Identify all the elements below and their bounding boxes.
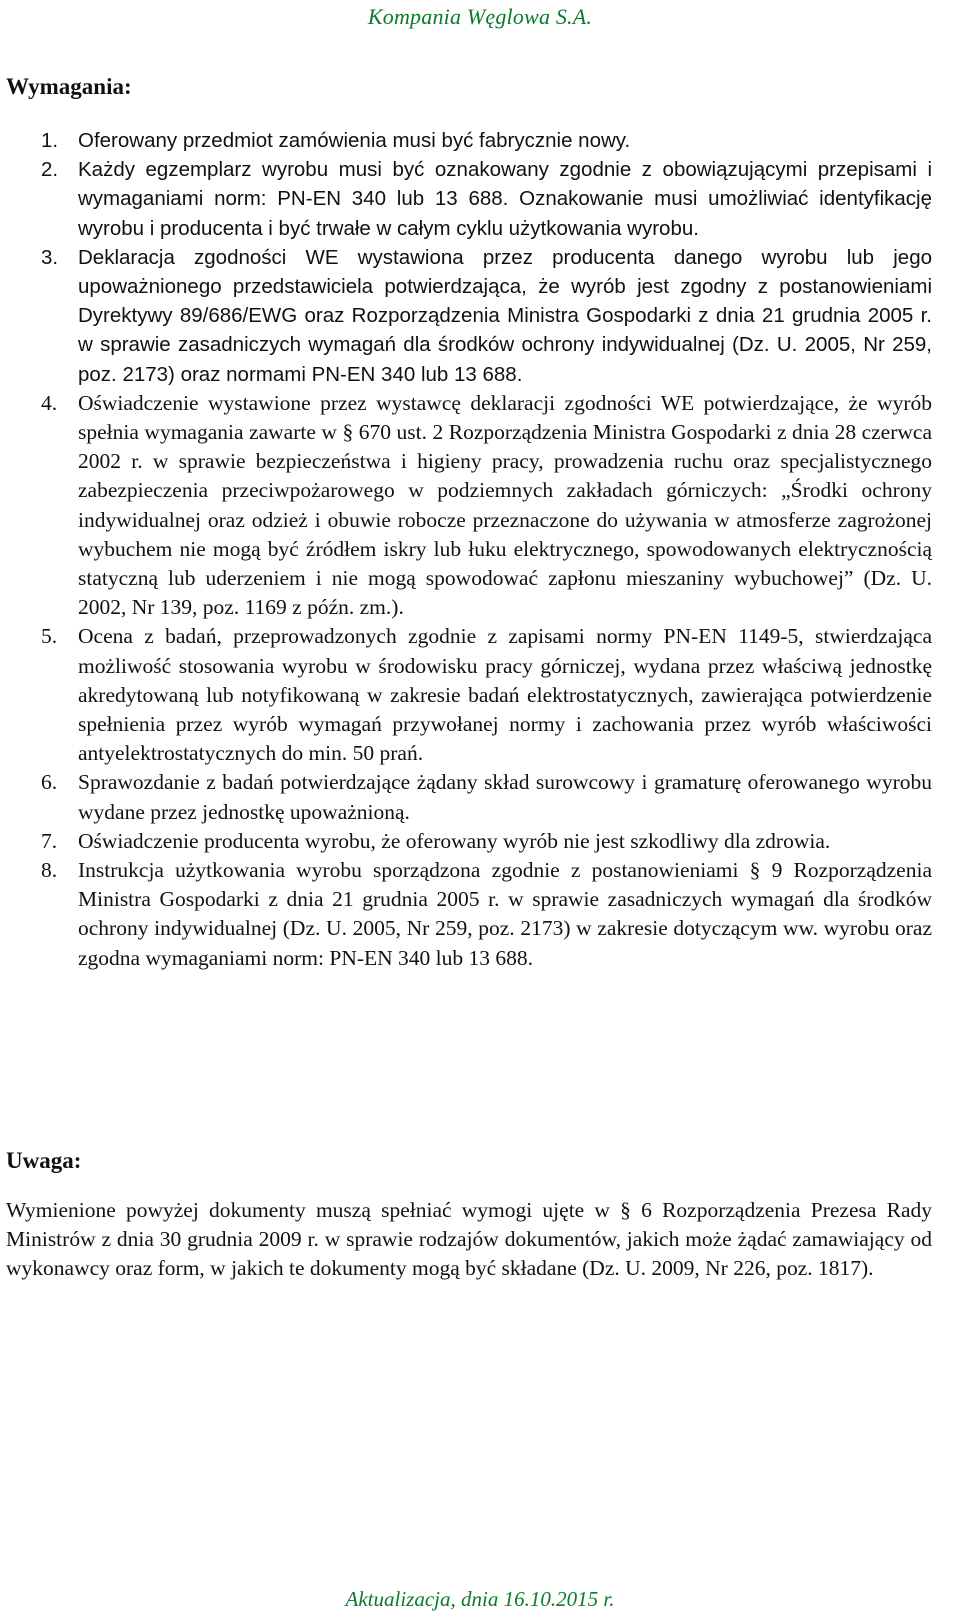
requirement-number: 3. <box>41 245 59 269</box>
requirement-item <box>6 622 932 768</box>
requirement-text: Oświadczenie producenta wyrobu, że oferowany wyrób nie jest szkodliwy dla zdrowia. <box>78 828 831 853</box>
requirement-text: Deklaracja zgodności WE wystawiona przez producenta danego wyrobu lub jego upoważnionego przedstawiciela potwierdzająca, że wyrób jest zgodny z postanowieniami Dyrektywy 89/686/EWG oraz Rozporządzenia Ministra Gospodarki z dnia 21 grudnia 2005 r. w sprawie zasadniczych wymagań dla środków ochrony indywidualnej (Dz. U. 2005, Nr 259, poz. 2173) oraz normami PN-EN 340 lub 13 688. <box>78 245 932 386</box>
requirement-text: Ocena z badań, przeprowadzonych zgodnie z zapisami normy PN-EN 1149-5, stwierdzająca możliwość stosowania wyrobu w środowisku pracy górniczej, wydana przez właściwą jednostkę akredytowaną lub notyfikowaną w zakresie badań elektrostatycznych, zawierająca potwierdzenie spełnienia przez wyrób wymagań przywołanej normy i zachowania przez wyrób właściwości antyelektrostatycznych do min. 50 prań. <box>78 624 932 766</box>
requirement-item <box>6 155 932 243</box>
requirement-number: 2. <box>41 158 59 182</box>
requirement-item <box>6 389 932 623</box>
requirement-item <box>6 243 932 389</box>
requirement-number: 8. <box>41 858 58 883</box>
update-date-footer: Aktualizacja, dnia 16.10.2015 r. <box>345 1587 615 1611</box>
requirement-number: 4. <box>41 390 58 415</box>
requirement-text: Oświadczenie wystawione przez wystawcę deklaracji zgodności WE potwierdzające, że wyrób spełnia wymagania zawarte w § 670 ust. 2 Rozporządzenia Ministra Gospodarki z dnia 28 czerwca 2002 r. w sprawie bezpieczeństwa i higieny pracy, prowadzenia ruchu oraz specjalistycznego zabezpieczenia przeciwpożarowego w podziemnych zakładach górniczych: „Środki ochrony indywidualnej oraz odzież i obuwie robocze przeznaczone do używania w atmosferze zagrożonej wybuchem nie mogą być źródłem iskry lub łuku elektrycznego, spowodowanych elektrycznością statyczną lub uderzeniem i nie mogą spowodować zapłonu mieszaniny wybuchowej” (Dz. U. 2002, Nr 139, poz. 1169 z późn. zm.). <box>78 390 932 620</box>
company-header: Kompania Węglowa S.A. <box>367 4 593 29</box>
requirement-text: Każdy egzemplarz wyrobu musi być oznakowany zgodnie z obowiązującymi przepisami i wymaganiami norm: PN-EN 340 lub 13 688. Oznakowanie musi umożliwiać identyfikację wyrobu i producenta i być trwałe w całym cyklu użytkowania wyrobu. <box>78 158 932 240</box>
note-paragraph: Wymienione powyżej dokumenty muszą spełniać wymogi ujęte w § 6 Rozporządzenia Prezesa Rady Ministrów z dnia 30 grudnia 2009 r. w sprawie rodzajów dokumentów, jakich może żądać zamawiający od wykonawcy oraz form, w jakich te dokumenty mogą być składane (Dz. U. 2009, Nr 226, poz. 1817). <box>6 1198 932 1281</box>
requirement-text: Instrukcja użytkowania wyrobu sporządzona zgodnie z postanowieniami § 9 Rozporządzenia Ministra Gospodarki z dnia 21 grudnia 2005 r. w sprawie zasadniczych wymagań dla środków ochrony indywidualnej (Dz. U. 2005, Nr 259, poz. 2173) w zakresie dotyczącym ww. wyrobu oraz zgodna wymaganiami norm: PN-EN 340 lub 13 688. <box>78 858 932 970</box>
requirements-list <box>6 126 932 973</box>
requirement-number: 7. <box>41 828 58 853</box>
note-heading: Uwaga: <box>6 1148 82 1173</box>
requirements-heading: Wymagania: <box>6 74 132 99</box>
requirement-item <box>6 827 932 856</box>
requirement-number: 5. <box>41 624 58 649</box>
requirement-text: Sprawozdanie z badań potwierdzające żądany skład surowcowy i gramaturę oferowanego wyrobu wydane przez jednostkę upoważnioną. <box>78 770 932 824</box>
requirement-number: 6. <box>41 770 58 795</box>
requirement-item <box>6 768 932 826</box>
requirement-item <box>6 126 932 155</box>
requirement-item <box>6 856 932 973</box>
requirement-number: 1. <box>41 129 59 152</box>
requirement-text: Oferowany przedmiot zamówienia musi być fabrycznie nowy. <box>78 129 631 152</box>
